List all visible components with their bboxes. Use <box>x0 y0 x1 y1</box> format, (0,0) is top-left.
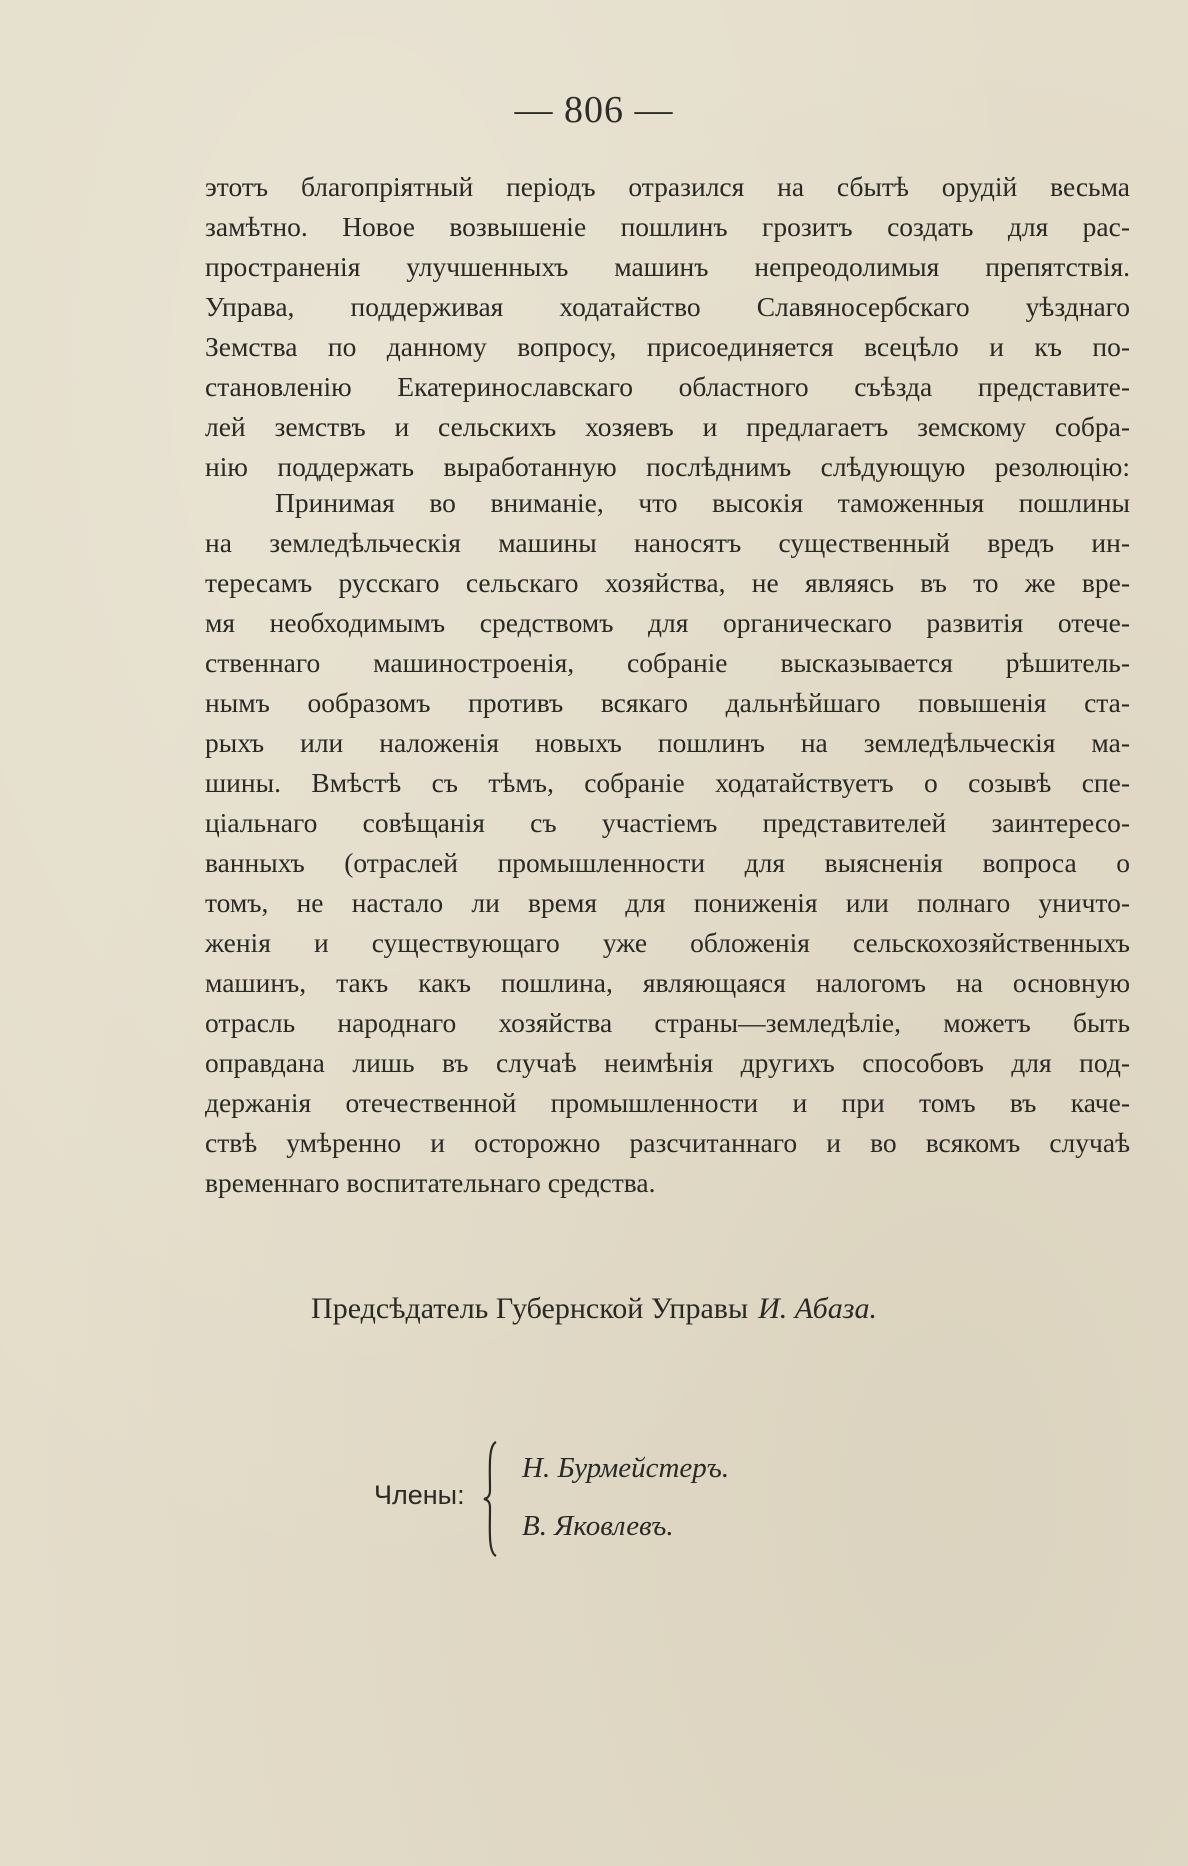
text-line: женія и существующаго уже обложенія сельскохозяйственныхъ <box>205 927 1130 958</box>
member-name: В. Яковлевъ. <box>522 1510 674 1542</box>
chairman-signature <box>0 1292 1188 1326</box>
paragraph-1 <box>205 167 1130 487</box>
page-number: — 806 — <box>514 89 674 131</box>
text-line: тересамъ русскаго сельскаго хозяйства, не являясь въ то же вре- <box>205 567 1130 598</box>
text-line: оправдана лишь въ случаѣ неимѣнія другихъ способовъ для под- <box>205 1047 1130 1078</box>
text-line: отрасль народнаго хозяйства страны—земледѣліе, можетъ быть <box>205 1007 1130 1038</box>
text-line: машинъ, такъ какъ пошлина, являющаяся налогомъ на основную <box>205 967 1130 998</box>
text-line: томъ, не настало ли время для пониженія или полнаго уничто- <box>205 887 1130 918</box>
text-line: Принимая во вниманіе, что высокія таможенныя пошлины <box>275 487 1130 518</box>
text-line: ціальнаго совѣщанія съ участіемъ представителей заинтересо- <box>205 807 1130 838</box>
text-line: пространенія улучшенныхъ машинъ непреодолимыя препятствія. <box>205 251 1130 282</box>
text-line: Управа, поддерживая ходатайство Славяносербскаго уѣзднаго <box>205 291 1130 322</box>
paragraph-2 <box>205 483 1130 1203</box>
curly-brace-icon <box>482 1440 504 1558</box>
text-line: ствѣ умѣренно и осторожно разсчитаннаго и во всякомъ случаѣ <box>205 1127 1130 1158</box>
text-line: шины. Вмѣстѣ съ тѣмъ, собраніе ходатайствуетъ о созывѣ спе- <box>205 767 1130 798</box>
text-line: лей земствъ и сельскихъ хозяевъ и предлагаетъ земскому собра- <box>205 411 1130 442</box>
text-line: этотъ благопріятный періодъ отразился на сбытѣ орудій весьма <box>205 171 1130 202</box>
chairman-name: И. Абаза. <box>758 1292 877 1325</box>
members-label: Члены: <box>374 1480 465 1510</box>
text-line: Земства по данному вопросу, присоединяется всецѣло и къ по- <box>205 331 1130 362</box>
text-line: ственнаго машиностроенія, собраніе высказывается рѣшитель- <box>205 647 1130 678</box>
text-line: ванныхъ (отраслей промышленности для выясненія вопроса о <box>205 847 1130 878</box>
member-name: Н. Бурмейстеръ. <box>522 1452 730 1484</box>
text-line: на земледѣльческія машины наносятъ существенный вредъ ин- <box>205 527 1130 558</box>
text-line: нымъ ообразомъ противъ всякаго дальнѣйшаго повышенія ста- <box>205 687 1130 718</box>
text-line: держанія отечественной промышленности и при томъ въ каче- <box>205 1087 1130 1118</box>
text-line: становленію Екатеринославскаго областного съѣзда представите- <box>205 371 1130 402</box>
text-line: временнаго воспитательнаго средства. <box>205 1167 656 1198</box>
text-line: замѣтно. Новое возвышеніе пошлинъ грозитъ создать для рас- <box>205 211 1130 242</box>
text-line: рыхъ или наложенія новыхъ пошлинъ на земледѣльческія ма- <box>205 727 1130 758</box>
text-line: нію поддержать выработанную послѣднимъ слѣдующую резолюцію: <box>205 451 1130 482</box>
chairman-title: Предсѣдатель Губернской Управы <box>311 1292 749 1325</box>
text-line: мя необходимымъ средствомъ для органическаго развитія отече- <box>205 607 1130 638</box>
